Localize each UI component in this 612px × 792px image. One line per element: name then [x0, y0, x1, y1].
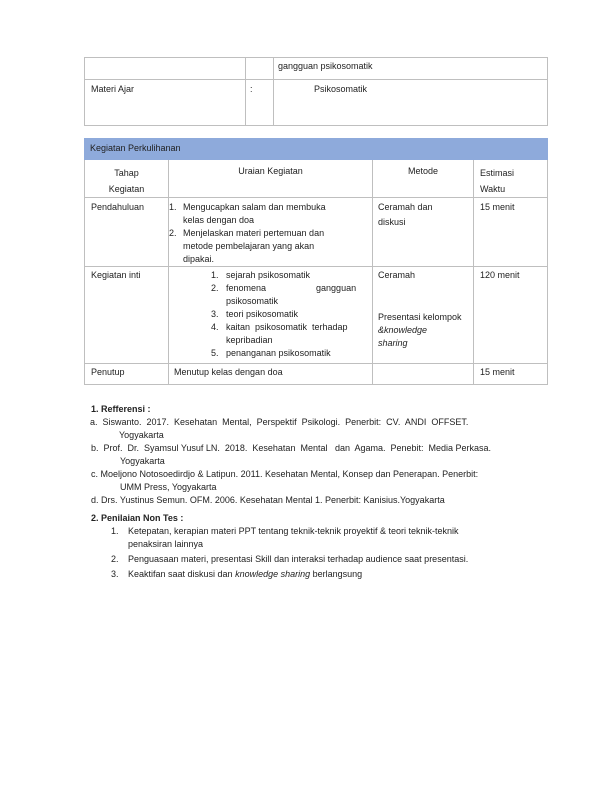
kegiatan-title-row — [85, 139, 548, 160]
tahap-cell: Penutup — [85, 364, 169, 385]
kegiatan-title: Kegiatan Perkulihanan — [85, 139, 548, 160]
list-item: 3. Keaktifan saat diskusi dan knowledge sharing berlangsung — [111, 569, 363, 579]
referensi-section — [91, 403, 531, 507]
info-cell-empty — [85, 58, 246, 80]
list-item: d. Drs. Yustinus Semun. OFM. 2006. Kesehatan Mental 1. Penerbit: Kanisius.Yogyakarta — [91, 495, 445, 505]
uraian-list — [169, 201, 372, 266]
kegiatan-table — [84, 138, 548, 385]
list-item: 1. sejarah psikosomatik — [211, 270, 311, 280]
info-cell-empty — [246, 58, 274, 80]
list-item: a. Siswanto. 2017. Kesehatan Mental, Perspektif Psikologi. Penerbit: CV. ANDI OFFSET. Yogyakarta — [90, 417, 469, 440]
header-uraian: Uraian Kegiatan — [169, 160, 373, 198]
list-item: b. Prof. Dr. Syamsul Yusuf LN. 2018. Kesehatan Mental dan Agama. Penebit: Media Perkasa. Yogyakarta — [91, 443, 492, 466]
list-item: 2. fenomena gangguan psikosomatik — [211, 283, 357, 306]
uraian-cell: Menutup kelas dengan doa — [169, 364, 373, 385]
list-item: c. Moeljono Notosoedirdjo & Latipun. 2011. Kesehatan Mental, Konsep dan Penerapan. Penerbit: UMM Press, Yogyakarta — [91, 469, 479, 492]
metode-cell: Ceramah dan diskusi — [373, 198, 474, 267]
uraian-cell — [169, 198, 373, 267]
tahap-cell: Kegiatan inti — [85, 267, 169, 364]
referensi-heading: 1. Refferensi : — [91, 404, 151, 414]
list-item: 1. Mengucapkan salam dan membuka kelas dengan doa — [169, 202, 326, 225]
header-estimasi: Estimasi Waktu — [474, 160, 548, 198]
penilaian-section — [91, 512, 531, 581]
list-item: 4. kaitan psikosomatik terhadap kepribadian — [211, 322, 348, 345]
table-row — [85, 364, 548, 385]
list-item: 1. Ketepatan, kerapian materi PPT tentang teknik-teknik proyektif & teori teknik-teknik penaksiran lainnya — [111, 526, 459, 549]
info-row2-colon: : — [246, 80, 274, 126]
table-row — [85, 267, 548, 364]
kegiatan-header-row — [85, 160, 548, 198]
uraian-list — [211, 269, 364, 360]
info-row2-value: Psikosomatik — [274, 80, 548, 126]
header-metode: Metode — [373, 160, 474, 198]
header-tahap: Tahap Kegiatan — [85, 160, 169, 198]
tahap-cell: Pendahuluan — [85, 198, 169, 267]
metode-cell — [373, 364, 474, 385]
uraian-cell — [169, 267, 373, 364]
waktu-cell: 15 menit — [474, 364, 548, 385]
info-row1-value: gangguan psikosomatik — [274, 58, 548, 80]
list-item: 5. penanganan psikosomatik — [211, 348, 331, 358]
table-row — [85, 198, 548, 267]
waktu-cell: 15 menit — [474, 198, 548, 267]
list-item: 3. teori psikosomatik — [211, 309, 299, 319]
info-row2-label: Materi Ajar — [85, 80, 246, 126]
waktu-cell: 120 menit — [474, 267, 548, 364]
info-table — [84, 57, 548, 126]
list-item: 2. Penguasaan materi, presentasi Skill dan interaksi terhadap audience saat presentasi. — [111, 554, 469, 564]
metode-cell: Ceramah Presentasi kelompok &knowledge sharing — [373, 267, 474, 364]
penilaian-heading: 2. Penilaian Non Tes : — [91, 513, 184, 523]
list-item: 2. Menjelaskan materi pertemuan dan metode pembelajaran yang akan dipakai. — [169, 228, 325, 264]
